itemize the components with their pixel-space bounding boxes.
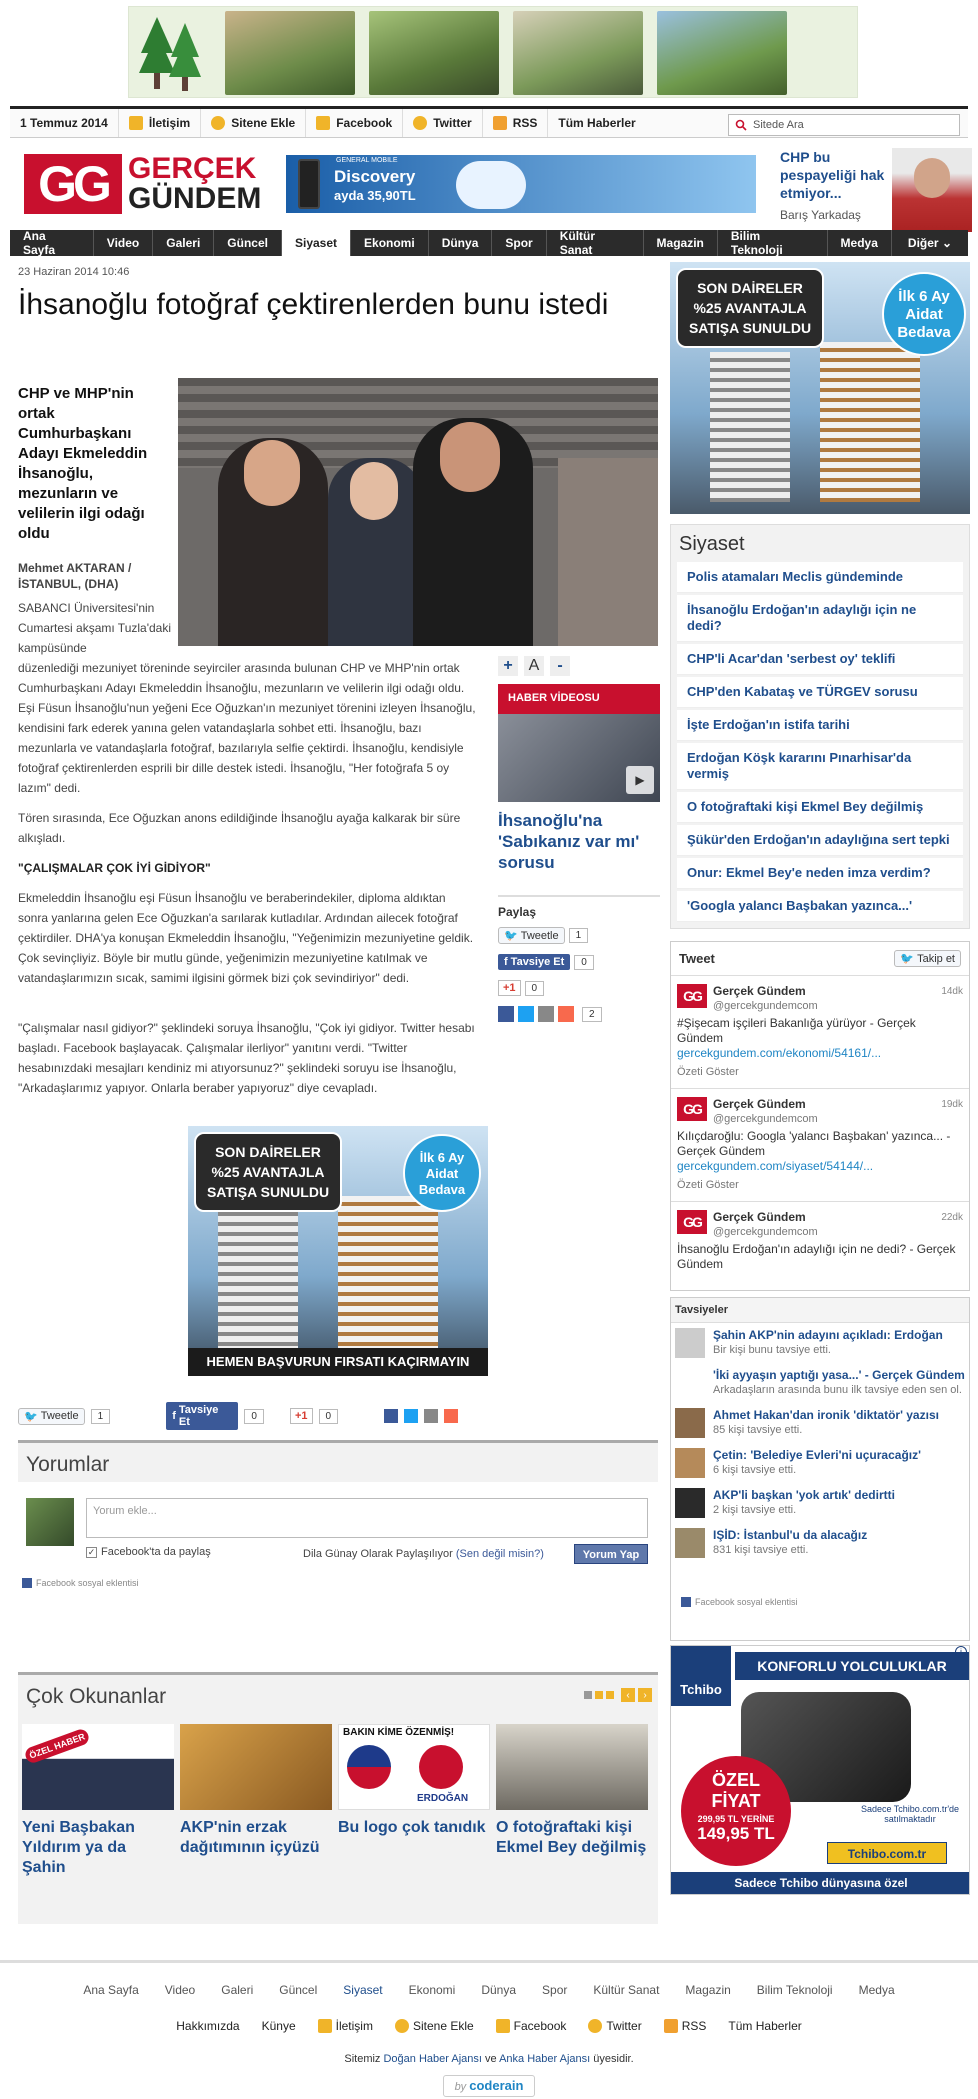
search-icon — [735, 119, 747, 131]
tweet-item[interactable] — [671, 1202, 969, 1280]
site-footer — [0, 1960, 978, 2099]
tweet-author: Gerçek Gündem — [713, 984, 806, 998]
tweet-count: 1 — [569, 928, 589, 943]
logo-circle — [347, 1745, 391, 1789]
top-ad-banner[interactable] — [128, 6, 858, 98]
all-news-link[interactable]: Tüm Haberler — [728, 2019, 802, 2033]
footer-nav-link[interactable]: Dünya — [481, 1983, 517, 1997]
tweet-button[interactable]: 🐦 Tweetle — [18, 1408, 85, 1425]
footer-nav-link[interactable]: Magazin — [685, 1983, 731, 1997]
submit-comment-button[interactable]: Yorum Yap — [574, 1544, 648, 1564]
footer-nav-link[interactable]: Güncel — [279, 1983, 318, 1997]
chevron-down-icon: ⌄ — [941, 236, 952, 250]
logo-caption: BAKIN KİME ÖZENMİŞ! — [343, 1727, 455, 1738]
rss-link[interactable]: RSS — [664, 2019, 707, 2033]
plus-icon — [211, 116, 225, 130]
politics-link[interactable]: O fotoğraftaki kişi Ekmel Bey değilmiş — [677, 792, 963, 823]
inline-estate-ad[interactable] — [188, 1126, 488, 1376]
recommendation-thumbnail — [675, 1488, 705, 1518]
nav-more[interactable]: Diğer ⌄ — [907, 236, 952, 250]
facebook-icon — [496, 2019, 510, 2033]
politics-link[interactable]: İhsanoğlu Erdoğan'ın adaylığı için ne dedi? — [677, 595, 963, 642]
politics-link[interactable]: CHP'den Kabataş ve TÜRGEV sorusu — [677, 677, 963, 708]
article-tools — [498, 656, 660, 1022]
logo-circle — [419, 1745, 463, 1789]
tweet-time: 19dk — [941, 1099, 963, 1110]
ad-tower — [820, 342, 920, 502]
ad-price: ayda 35,90TL — [334, 188, 416, 203]
developer-credit[interactable]: by coderain — [443, 2075, 535, 2097]
checkbox-icon: ✓ — [87, 1546, 96, 1557]
footer-nav-link[interactable]: Bilim Teknoloji — [756, 1983, 833, 1997]
recommendation-thumbnail — [675, 1448, 705, 1478]
tweet-summary-link[interactable]: Özeti Göster — [677, 1179, 739, 1191]
addthis-count: 2 — [582, 1007, 602, 1022]
twitter-share-icon[interactable] — [404, 1409, 418, 1423]
ad-photo — [657, 11, 787, 95]
article-subheading: "ÇALIŞMALAR ÇOK İYİ GİDİYOR" — [18, 861, 211, 875]
nav-video[interactable]: Video — [94, 230, 153, 256]
politics-link[interactable]: Onur: Ekmel Bey'e neden imza verdim? — [677, 858, 963, 889]
article-byline: Mehmet AKTARAN / İSTANBUL, (DHA) — [18, 561, 132, 591]
account-avatar: GG — [677, 1097, 707, 1121]
sidebar — [670, 262, 970, 1895]
rss-link[interactable]: RSS — [483, 109, 549, 137]
politics-link[interactable]: CHP'li Acar'dan 'serbest oy' teklifi — [677, 644, 963, 675]
facebook-count: 0 — [574, 955, 594, 970]
facebook-icon — [681, 1597, 691, 1607]
account-avatar: GG — [677, 984, 707, 1008]
logo-name: ERDOĞAN — [417, 1793, 469, 1804]
twitter-icon: 🐦 — [504, 930, 518, 942]
price-badge: ÖZEL FİYAT 299,95 TL YERİNE 149,95 TL — [681, 1756, 791, 1866]
comment-as-user: Dila Günay Olarak Paylaşılıyor (Sen değil misin?) — [303, 1548, 544, 1560]
news-thumbnail — [338, 1724, 490, 1810]
tweet-item[interactable] — [671, 976, 969, 1089]
tweet-button[interactable]: 🐦 Tweetle — [498, 927, 565, 944]
tweet-handle: @gercekgundemcom — [713, 1113, 818, 1125]
article-paragraph: "Çalışmalar nasıl gidiyor?" şeklindeki soruya İhsanoğlu, "Çok iyi gidiyor. Twitter hesabı başladı. Facebook başlayacak. Çalışmalar ilerliyor" yanıtını verdi. "Twitter hesabınızdaki mesajları kendiniz mi atıyorsunuz?" şeklindeki soruyu ise İhsanoğlu, "Arkadaşlarımız yapıyor. Onlarla beraber yapıyoruz" diye cevapladı. — [18, 1021, 475, 1095]
membership-note: Sitemiz Doğan Haber Ajansı ve Anka Haber Ajansı üyesidir. — [344, 2053, 634, 2065]
nav-current[interactable]: Güncel — [214, 230, 282, 256]
mail-icon — [129, 116, 143, 130]
nav-economy[interactable]: Ekonomi — [351, 230, 429, 256]
article-lead: CHP ve MHP'nin ortak Cumhurbaşkanı Adayı Ekmeleddin İhsanoğlu, mezunların ve velilerin ilgi odağı oldu — [18, 385, 148, 542]
video-thumbnail[interactable] — [498, 714, 660, 802]
most-read-pager — [584, 1688, 652, 1702]
article-title: İhsanoğlu fotoğraf çektirenlerden bunu istedi — [18, 288, 609, 321]
tweet-text: Kılıçdaroğlu: Googla 'yalancı Başbakan' yazınca... - Gerçek Gündem — [677, 1129, 951, 1158]
site-logo[interactable] — [16, 152, 260, 216]
tweet-handle: @gercekgundemcom — [713, 1000, 818, 1012]
font-increase-button[interactable]: + — [498, 656, 518, 676]
ad-speech-bubble: SON DAİRELER %25 AVANTAJLA SATIŞA SUNULDU — [676, 268, 824, 348]
tweet-handle: @gercekgundemcom — [713, 1226, 818, 1238]
pager-dot[interactable] — [584, 1691, 592, 1699]
nav-home[interactable]: Ana Sayfa — [10, 230, 94, 256]
recommendation-thumbnail — [675, 1328, 705, 1358]
twitter-widget — [670, 941, 970, 1291]
utility-bar — [10, 106, 968, 138]
facebook-link[interactable]: Facebook — [496, 2019, 567, 2033]
font-reset-button[interactable]: A — [524, 656, 544, 676]
most-read-item[interactable]: ÖZEL HABER Yeni Başbakan Yıldırım ya da Şahin — [22, 1724, 174, 1878]
prev-arrow-icon[interactable]: ‹ — [621, 1688, 635, 1702]
tweet-time: 14dk — [941, 986, 963, 997]
mail-icon — [318, 2019, 332, 2033]
recommendation-thumbnail — [675, 1528, 705, 1558]
current-date: 1 Temmuz 2014 — [10, 109, 119, 137]
gplus-button[interactable]: +1 — [498, 980, 521, 996]
recommendation-thumbnail — [675, 1368, 705, 1398]
font-decrease-button[interactable]: - — [550, 656, 570, 676]
nav-media[interactable]: Medya — [828, 230, 892, 256]
article-paragraph: düzenlediği mezuniyet töreninde seyirciler arasında bulunan CHP ve MHP'nin ortak Cumhurbaşkanı Adayı Ekmeleddin İhsanoğlu, mezunların ve velilerin ilgi odağı oldu. Eşi Füsun İhsanoğlu'nun yeğeni Ece Oğuzkan'ın mezuniyet törenini izleyen İhsanoğlu, kendisini fark ederek yanına gelen vatandaşlarla sohbet etti. İhsanoğlu, bazı mezunlarla ve vatandaşlarla fotoğraf, bazılarıyla selfie çektirdi. İhsanoğlu, kendisiyle fotoğraf çektirenlerden esprili bir dille destek istedi. İhsanoğlu, "Her fotoğrafa 5 oy lazım" dedi. — [18, 661, 476, 795]
facebook-icon: f — [504, 956, 508, 968]
next-arrow-icon[interactable]: › — [638, 1688, 652, 1702]
nav-culture[interactable]: Kültür Sanat — [547, 230, 644, 256]
ad-badge: İlk 6 Ay Aidat Bedava — [403, 1134, 481, 1212]
recommendation-item[interactable]: Ahmet Hakan'dan ironik 'diktatör' yazısı 85 kişi tavsiye etti. — [671, 1403, 969, 1443]
facebook-share-icon[interactable] — [498, 1006, 514, 1022]
print-icon[interactable] — [424, 1409, 438, 1423]
twitter-link[interactable]: Twitter — [403, 109, 482, 137]
twitter-link[interactable]: Twitter — [588, 2019, 641, 2033]
gplus-count: 0 — [525, 981, 545, 996]
agency-link[interactable]: Doğan Haber Ajansı — [383, 2053, 482, 2065]
most-read-item[interactable]: BAKIN KİME ÖZENMİŞ! ERDOĞAN Bu logo çok tanıdık — [338, 1724, 490, 1838]
footer-nav-link[interactable]: Video — [164, 1983, 196, 1997]
nav-world[interactable]: Dünya — [429, 230, 493, 256]
twitter-icon: 🐦 — [24, 1410, 38, 1423]
tweet-link[interactable]: gercekgundem.com/siyaset/54144/... — [677, 1159, 874, 1173]
nav-gallery[interactable]: Galeri — [153, 230, 214, 256]
exclusive-badge: ÖZEL HABER — [23, 1727, 91, 1765]
most-read-item[interactable]: AKP'nin erzak dağıtımının içyüzü — [180, 1724, 332, 1858]
tchibo-headline: KONFORLU YOLCULUKLAR — [735, 1652, 969, 1680]
sidebar-estate-ad[interactable] — [670, 262, 970, 514]
add-to-site-link[interactable]: Sitene Ekle — [201, 109, 306, 137]
add-to-site-link[interactable]: Sitene Ekle — [395, 2019, 474, 2033]
article-date: 23 Haziran 2014 10:46 — [18, 266, 130, 278]
logo-text-bottom: GÜNDEM — [128, 182, 262, 215]
recommendations-title: Tavsiyeler — [671, 1298, 969, 1323]
comments-section — [18, 1440, 658, 1630]
tweet-item[interactable] — [671, 1089, 969, 1202]
tweet-author: Gerçek Gündem — [713, 1097, 806, 1111]
ad-phone — [298, 159, 320, 209]
follow-button[interactable]: 🐦 Takip et — [894, 950, 961, 967]
politics-link[interactable]: Polis atamaları Meclis gündeminde — [677, 562, 963, 593]
logo-mark: GG — [24, 154, 122, 214]
ad-mascot — [456, 161, 526, 209]
contact-link[interactable]: İletişim — [318, 2019, 373, 2033]
rss-icon — [493, 116, 507, 130]
facebook-share-icon[interactable] — [384, 1409, 398, 1423]
footer-nav-link[interactable]: Spor — [542, 1983, 568, 1997]
nav-sports[interactable]: Spor — [492, 230, 546, 256]
tchibo-side-note: Sadece Tchibo.com.tr'de satılmaktadır — [860, 1804, 960, 1824]
ad-badge: İlk 6 Ay Aidat Bedava — [882, 272, 966, 356]
rss-icon — [664, 2019, 678, 2033]
account-avatar: GG — [677, 1210, 707, 1234]
article-paragraph: Ekmeleddin İhsanoğlu eşi Füsun İhsanoğlu ve beraberindekiler, diploma aldıktan sonra yanlarına gelen Ece Oğuzkan'a sarılarak kutladılar. Ardından ailecek fotoğraf çektirdiler. DHA'ya konuşan Ekmeleddin İhsanoğlu, "Yeğenimizin mezuniyetine geldik. Çok sevinçliyiz. Böyle bir mutlu günde, yeğenimizin mezuniyetine katılmak ve vatandaşlarımızın sıcak, samimi ilgisini görmek bizi çok sevindiriyor" dedi. — [18, 891, 474, 985]
play-icon: ▶ — [626, 766, 654, 794]
facebook-plugin-note: Facebook sosyal eklentisi — [671, 1563, 969, 1607]
facebook-recommend-button[interactable]: f Tavsiye Et — [166, 1402, 238, 1430]
politics-link[interactable]: Erdoğan Köşk kararını Pınarhisar'da vermiş — [677, 743, 963, 790]
facebook-share-checkbox[interactable]: ✓ Facebook'ta da paylaş — [87, 1546, 211, 1558]
imprint-link[interactable]: Künye — [261, 2019, 296, 2033]
all-news-link[interactable]: Tüm Haberler — [558, 116, 636, 130]
tchibo-logo: Tchibo — [671, 1646, 731, 1706]
ad-photo — [225, 11, 355, 95]
search-input[interactable]: Sitede Ara — [728, 114, 960, 136]
ad-product: Discovery — [334, 167, 416, 186]
addthis-icon[interactable] — [444, 1409, 458, 1423]
news-thumbnail — [22, 1724, 174, 1810]
ad-tower — [710, 352, 790, 502]
gplus-count: 0 — [319, 1409, 339, 1424]
recommendations-box — [670, 1297, 970, 1641]
recommendation-item[interactable]: Şahin AKP'nin adayını açıkladı: Erdoğan Bir kişi bunu tavsiye etti. — [671, 1323, 969, 1363]
comment-input[interactable]: Yorum ekle... — [86, 1498, 648, 1538]
facebook-icon — [316, 116, 330, 130]
print-icon[interactable] — [538, 1006, 554, 1022]
twitter-icon — [588, 2019, 602, 2033]
ad-photo — [369, 11, 499, 95]
coderain-logo: coderain — [469, 2078, 524, 2093]
tweet-count: 1 — [91, 1409, 111, 1424]
ad-photo — [513, 11, 643, 95]
ad-tower — [218, 1206, 298, 1356]
share-title: Paylaş — [498, 905, 537, 919]
recommendation-item[interactable]: IŞİD: İstanbul'u da alacağız 831 kişi tavsiye etti. — [671, 1523, 969, 1563]
most-read-item[interactable]: O fotoğraftaki kişi Ekmel Bey değilmiş — [496, 1724, 648, 1858]
ad-brand: GENERAL MOBILE — [336, 157, 398, 164]
recommendation-item[interactable]: Çetin: 'Belediye Evleri'ni uçuracağız' 6 kişi tavsiye etti. — [671, 1443, 969, 1483]
twitter-icon: 🐦 — [900, 953, 915, 965]
article-paragraph: Tören sırasında, Ece Oğuzkan anons edildiğinde İhsanoğlu ayağa kalkarak bir süre alkışladı. — [18, 811, 461, 845]
header-ad[interactable] — [286, 155, 756, 213]
nav-politics[interactable]: Siyaset — [282, 230, 351, 256]
ad-speech-bubble: SON DAİRELER %25 AVANTAJLA SATIŞA SUNULDU — [194, 1132, 342, 1212]
facebook-link[interactable]: Facebook — [306, 109, 403, 137]
nav-science[interactable]: Bilim Teknoloji — [718, 230, 828, 256]
gplus-button[interactable]: +1 — [290, 1408, 313, 1424]
ad-tower — [338, 1196, 438, 1356]
most-read-section — [18, 1672, 658, 1924]
politics-box — [670, 524, 970, 929]
tweet-text: İhsanoğlu Erdoğan'ın adaylığı için ne dedi? - Gerçek Gündem — [677, 1242, 956, 1271]
not-you-link[interactable]: (Sen değil misin?) — [455, 1548, 544, 1560]
footer-nav — [0, 1983, 978, 1997]
video-title[interactable]: İhsanoğlu'na 'Sabıkanız var mı' sorusu — [498, 811, 640, 872]
twitter-share-icon[interactable] — [518, 1006, 534, 1022]
footer-nav-link[interactable]: Siyaset — [343, 1983, 383, 1997]
info-icon[interactable]: i — [955, 1646, 967, 1658]
most-read-title: Çok Okunanlar — [18, 1672, 658, 1714]
politics-link[interactable]: Şükür'den Erdoğan'ın adaylığına sert tepki — [677, 825, 963, 856]
facebook-icon — [22, 1578, 32, 1588]
pager-dot[interactable] — [595, 1691, 603, 1699]
politics-link[interactable]: 'Googla yalancı Başbakan yazınca...' — [677, 891, 963, 922]
columnist-avatar — [892, 148, 972, 232]
footer-nav-link[interactable]: Ekonomi — [408, 1983, 456, 1997]
twitter-icon — [413, 116, 427, 130]
footer-nav-link[interactable]: Ana Sayfa — [83, 1983, 139, 1997]
tweet-author: Gerçek Gündem — [713, 1210, 806, 1224]
tweet-link[interactable]: gercekgundem.com/ekonomi/54161/... — [677, 1046, 882, 1060]
about-link[interactable]: Hakkımızda — [176, 2019, 240, 2033]
footer-nav-link[interactable]: Galeri — [221, 1983, 254, 1997]
video-label: HABER VİDEOSU — [498, 684, 660, 714]
facebook-plugin-note: Facebook sosyal eklentisi — [22, 1578, 139, 1588]
columnist-name: Barış Yarkadaş — [780, 208, 861, 222]
contact-link[interactable]: İletişim — [119, 109, 201, 137]
ad-cta: HEMEN BAŞVURUN FIRSATI KAÇIRMAYIN — [188, 1348, 488, 1376]
columnist-box[interactable] — [772, 148, 974, 232]
tchibo-footer: Sadece Tchibo dünyasına özel — [671, 1872, 970, 1894]
facebook-count: 0 — [244, 1409, 264, 1424]
agency-link[interactable]: Anka Haber Ajansı — [499, 2053, 591, 2065]
addthis-icon[interactable] — [558, 1006, 574, 1022]
tchibo-url-button: Tchibo.com.tr — [827, 1842, 947, 1864]
news-thumbnail — [496, 1724, 648, 1810]
recommendation-thumbnail — [675, 1408, 705, 1438]
politics-box-title: Siyaset — [679, 533, 745, 555]
tweet-summary-link[interactable]: Özeti Göster — [677, 1066, 739, 1078]
politics-link[interactable]: İşte Erdoğan'ın istifa tarihi — [677, 710, 963, 741]
nav-magazine[interactable]: Magazin — [644, 230, 718, 256]
pager-dot[interactable] — [606, 1691, 614, 1699]
plus-icon — [395, 2019, 409, 2033]
comments-title: Yorumlar — [18, 1440, 658, 1482]
tweet-time: 22dk — [941, 1212, 963, 1223]
logo-text-top: GERÇEK — [128, 152, 257, 185]
facebook-recommend-button[interactable]: f Tavsiye Et — [498, 954, 570, 970]
bottom-share-bar — [18, 1402, 458, 1430]
user-avatar — [26, 1498, 74, 1546]
footer-links — [0, 2019, 978, 2033]
article-paragraph: SABANCI Üniversitesi'nin Cumartesi akşamı Tuzla'daki kampüsünde — [18, 601, 172, 655]
facebook-icon: f — [172, 1410, 176, 1422]
recommendation-item[interactable]: 'İki ayyaşın yaptığı yasa...' - Gerçek Gündem Arkadaşların arasında bunu ilk tavsiye eden sen ol. — [671, 1363, 969, 1403]
twitter-widget-title: Tweet — [679, 951, 715, 966]
pine-trees-icon — [137, 13, 205, 93]
tchibo-ad[interactable] — [670, 1645, 970, 1895]
main-navigation — [10, 230, 968, 256]
tweet-text: #Şişecam işçileri Bakanlığa yürüyor - Gerçek Gündem — [677, 1016, 916, 1045]
article-main-image — [178, 378, 658, 646]
columnist-headline: CHP bu pespayeliği hak etmiyor... — [780, 149, 885, 201]
news-thumbnail — [180, 1724, 332, 1810]
footer-nav-link[interactable]: Kültür Sanat — [593, 1983, 660, 1997]
recommendation-item[interactable]: AKP'li başkan 'yok artık' dedirtti 2 kişi tavsiye etti. — [671, 1483, 969, 1523]
footer-nav-link[interactable]: Medya — [858, 1983, 895, 1997]
